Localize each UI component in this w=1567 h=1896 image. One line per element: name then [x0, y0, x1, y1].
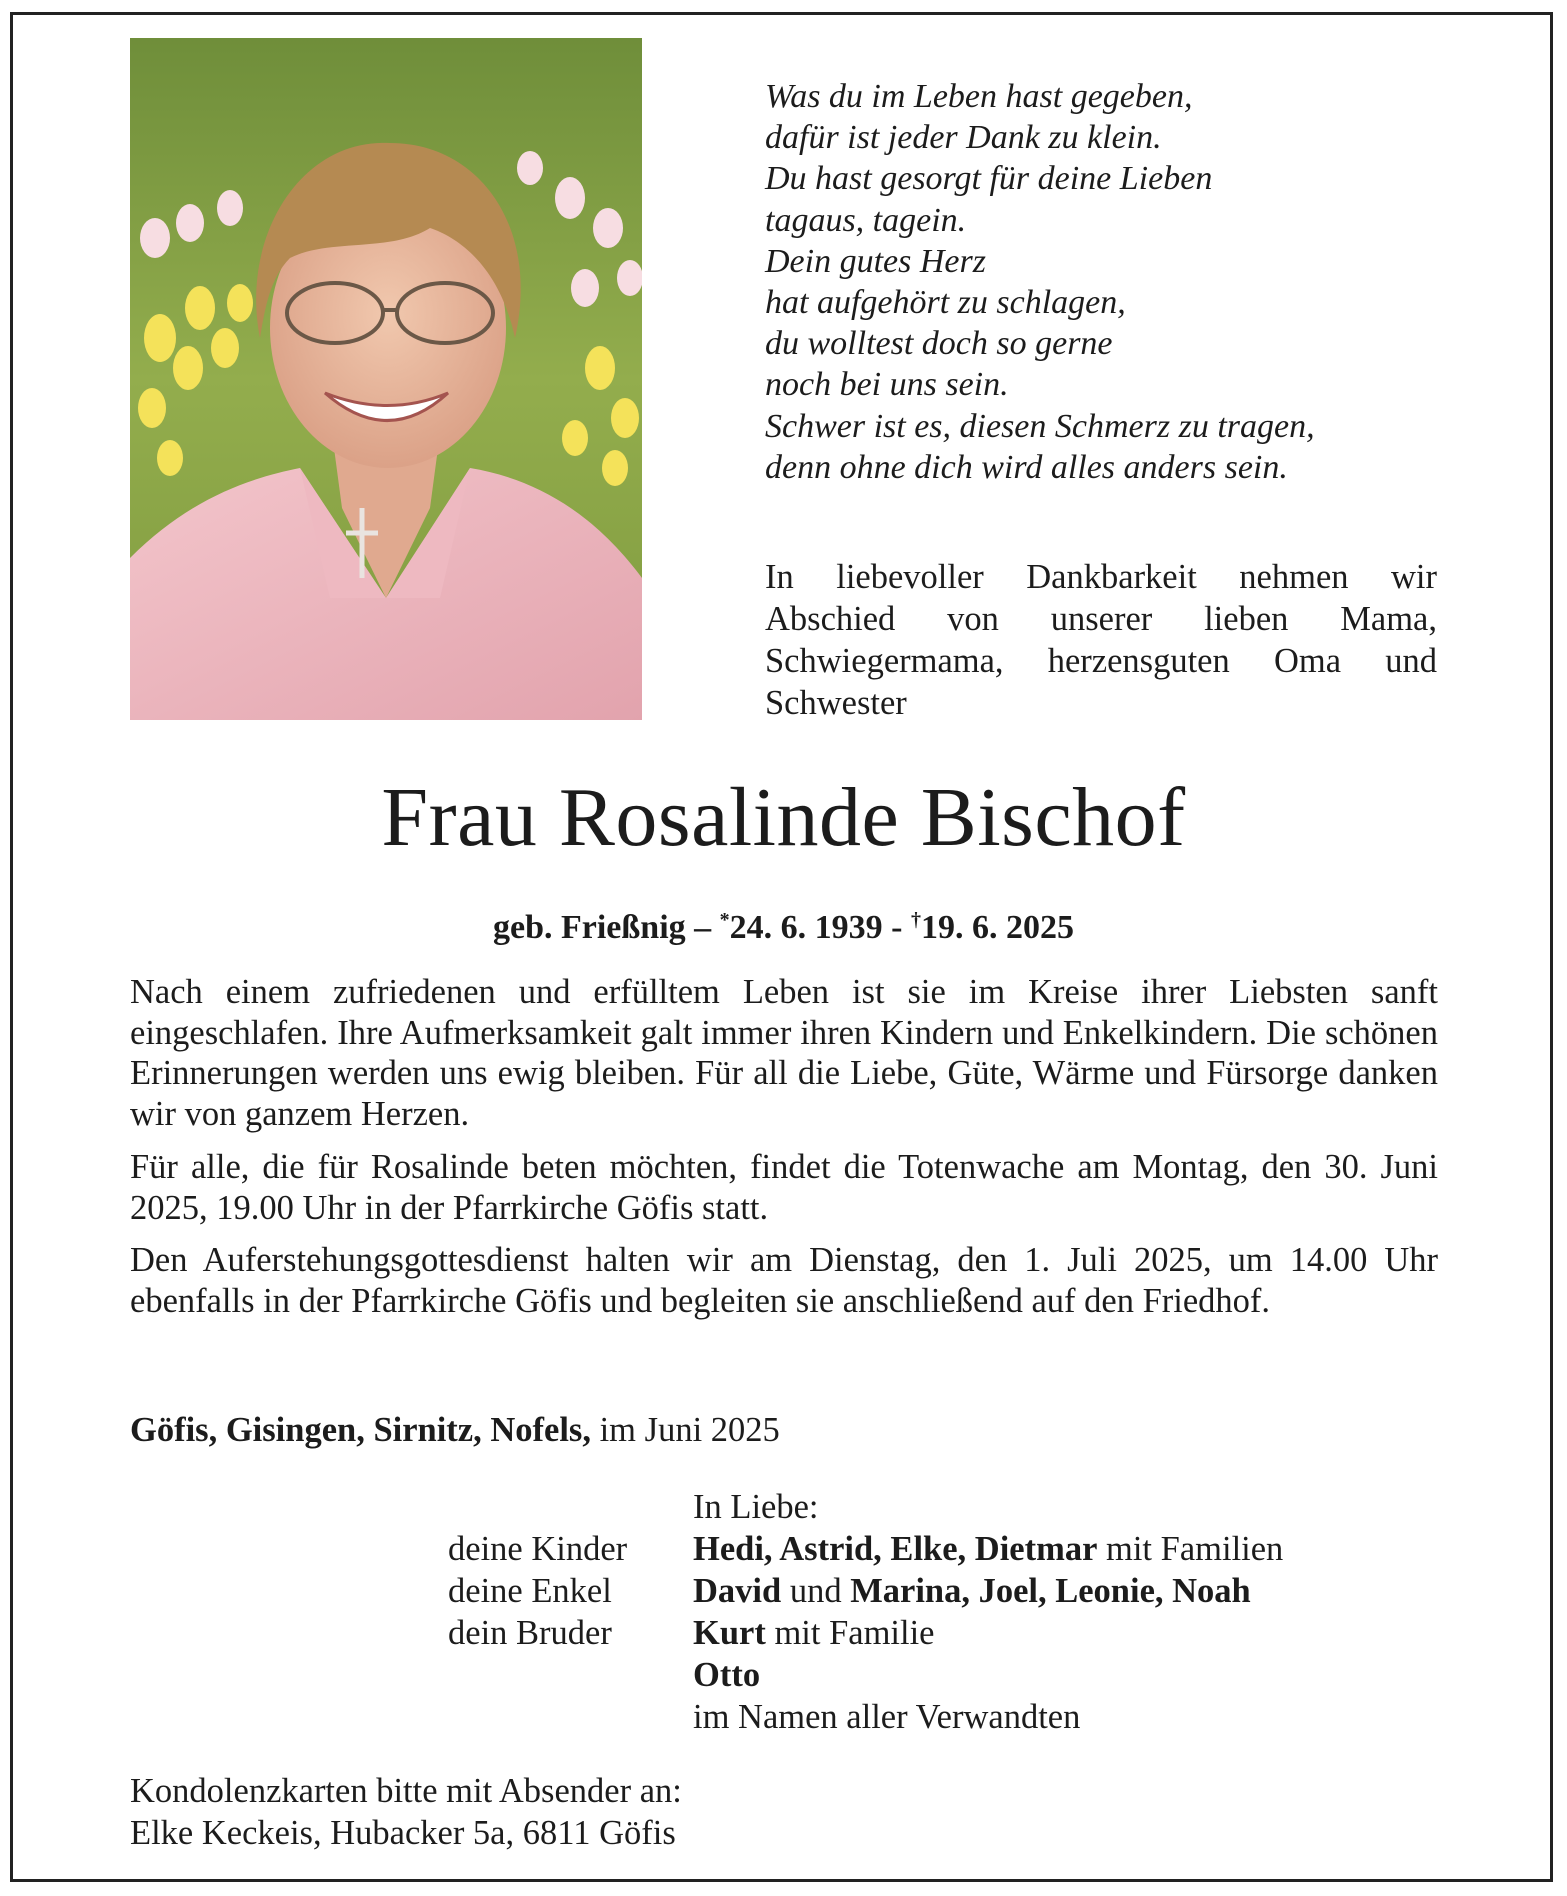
place-date-line [130, 1408, 1030, 1452]
maiden-name: geb. Frießnig [493, 909, 686, 946]
poem-line: Dein gutes Herz [765, 242, 986, 280]
enkel-names: Marina, Joel, Leonie, Noah [850, 1572, 1251, 1610]
mourners-closing: im Namen aller Verwandten [693, 1698, 1081, 1736]
poem-line: Schwer ist es, diesen Schmerz zu tragen, [765, 407, 1315, 445]
kinder-suffix: mit Familien [1106, 1530, 1284, 1568]
poem-line: dafür ist jeder Dank zu klein. [765, 119, 1162, 157]
notice-body [130, 972, 1438, 1334]
towns: Göfis, Gisingen, Sirnitz, Nofels, [130, 1411, 591, 1449]
poem-line: noch bei uns sein. [765, 366, 1009, 404]
poem-line: Was du im Leben hast gegeben, [765, 78, 1193, 115]
footer-line: Elke Keckeis, Hubacker 5a, 6811 Göfis [130, 1814, 676, 1852]
portrait-photo [130, 38, 642, 720]
death-date: 19. 6. 2025 [921, 909, 1074, 946]
separator: – [694, 909, 712, 946]
birth-date: 24. 6. 1939 [729, 909, 883, 946]
footer-line: Kondolenzkarten bitte mit Absender an: [130, 1772, 682, 1810]
mourners-kinder [693, 1528, 1283, 1570]
enkel-name: David [693, 1572, 782, 1610]
mourners-bruder [693, 1612, 935, 1654]
poem-line: du wolltest doch so gerne [765, 325, 1113, 363]
relation-kinder: deine Kinder [448, 1530, 628, 1568]
in-liebe-label: In Liebe: [693, 1488, 819, 1526]
life-dates [0, 895, 1567, 953]
mourners-enkel [693, 1570, 1251, 1612]
relation-enkel: deine Enkel [448, 1572, 612, 1610]
month-date: im Juni 2025 [599, 1411, 780, 1449]
paragraph: Nach einem zufriedenen und erfülltem Leben ist sie im Kreise ihrer Liebsten sanft eingeschlafen. Ihre Aufmerksamkeit galt immer ihren Kindern und Enkelkindern. Die schönen Erinnerungen werden uns ewig bleiben. Für all die Liebe, Güte, Wärme und Fürsorge danken wir von ganzem Herzen. [130, 973, 1438, 1134]
birth-symbol: * [719, 909, 730, 931]
paragraph: Den Auferstehungsgottesdienst halten wir am Dienstag, den 1. Juli 2025, um 14.00 Uhr ebenfalls in der Pfarrkirche Göfis und begleiten sie anschließend auf den Friedhof. [130, 1241, 1438, 1320]
poem-line: denn ohne dich wird alles anders sein. [765, 448, 1288, 486]
paragraph: Für alle, die für Rosalinde beten möchten, findet die Totenwache am Montag, den 30. Juni 2025, 19.00 Uhr in der Pfarrkirche Göfis statt. [130, 1147, 1438, 1227]
deceased-name: Frau Rosalinde Bischof [381, 771, 1186, 864]
death-symbol: † [911, 909, 921, 931]
bruder-name: Kurt [693, 1614, 766, 1652]
poem [765, 76, 1445, 488]
intro-text: In liebevoller Dankbarkeit nehmen wir Abschied von unserer lieben Mama, Schwiegermama, herzensguten Oma und Schwester [765, 558, 1437, 722]
kinder-names: Hedi, Astrid, Elke, Dietmar [693, 1530, 1098, 1568]
enkel-und: und [789, 1572, 842, 1610]
poem-line: tagaus, tagein. [765, 201, 967, 239]
poem-line: Du hast gesorgt für deine Lieben [765, 160, 1213, 198]
poem-line: hat aufgehört zu schlagen, [765, 284, 1126, 322]
mourner-otto: Otto [693, 1656, 761, 1694]
relation-bruder: dein Bruder [448, 1614, 612, 1652]
condolence-address [130, 1770, 682, 1854]
bruder-suffix: mit Familie [774, 1614, 935, 1652]
separator: - [891, 909, 903, 946]
